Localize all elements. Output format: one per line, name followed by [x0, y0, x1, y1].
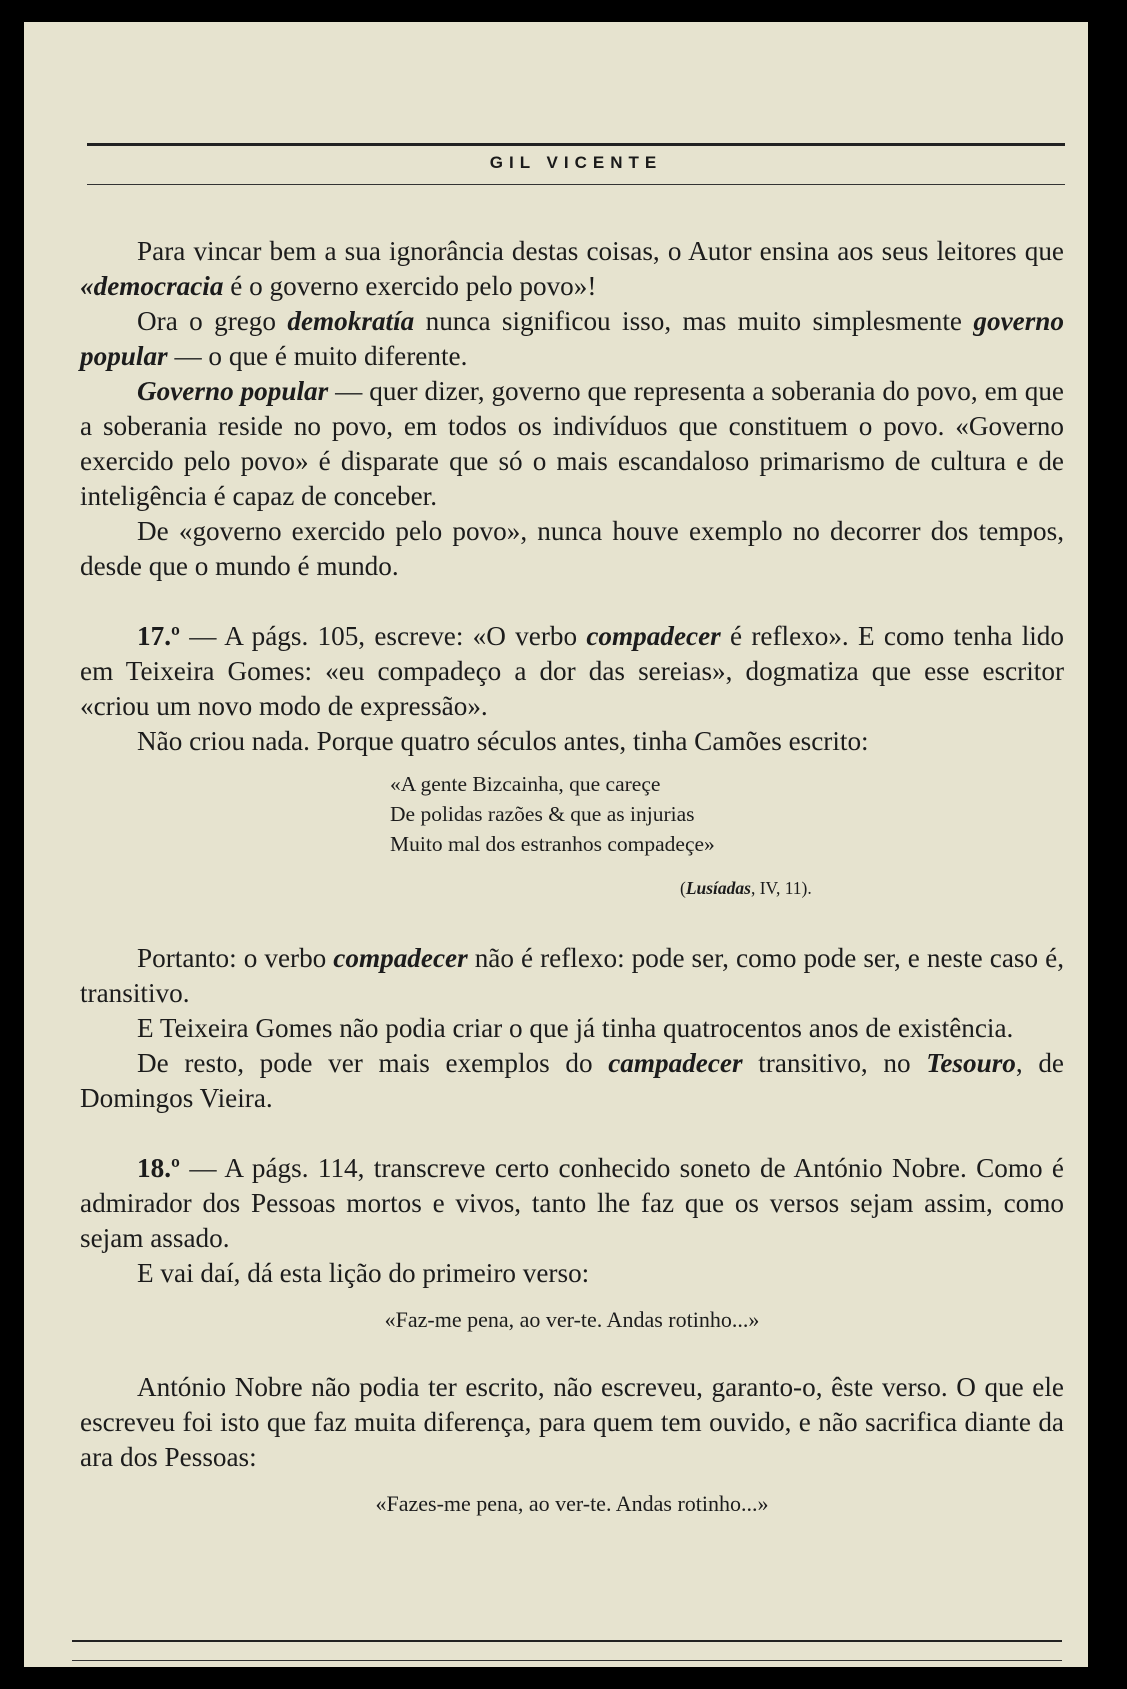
paragraph-9 — [80, 1046, 1064, 1116]
italic-term: governo popular — [80, 306, 1064, 371]
paragraph-4: De «governo exercido pelo povo», nunca houve exemplo no decorrer dos tempos, desde que o mundo é mundo. — [80, 516, 1064, 581]
spacer — [80, 1116, 1064, 1151]
running-header: GIL VICENTE — [489, 153, 663, 172]
header-rule-top — [87, 143, 1065, 146]
footer-rule-bottom — [72, 1660, 1062, 1661]
verse-line: «A gente Bizcainha, que careçe — [390, 772, 661, 796]
text-span: é o governo exercido pelo povo»! — [223, 271, 597, 301]
paragraph-10 — [80, 1151, 1064, 1256]
text-span: nunca significou isso, mas muito simplesmente — [414, 306, 974, 336]
text-span: Ora o grego — [137, 306, 288, 336]
text-span: — o que é muito diferente. — [167, 341, 468, 371]
text-span: Portanto: o verbo — [137, 943, 334, 973]
paragraph-1 — [80, 234, 1064, 304]
paragraph-5 — [80, 619, 1064, 724]
spacer — [80, 584, 1064, 619]
italic-term: Governo popular — [137, 376, 329, 406]
italic-term: compadecer — [586, 621, 721, 651]
verse-line: De polidas razões & que as injurias — [390, 802, 695, 826]
item-number: 18.º — [137, 1153, 180, 1183]
text-span: não é reflexo: pode ser, como pode ser, e neste caso é, transitivo. — [80, 943, 1064, 1008]
verse-quote-original: «Fazes-me pena, ao ver-te. Andas rotinho...» — [375, 1491, 769, 1516]
text-span: , IV, 11). — [750, 878, 812, 898]
text-span: — quer dizer, governo que representa a soberania do povo, em que a soberania reside no povo, em todos os indivíduos que constituem o povo. «Governo exercido pelo povo» é disparate que só o mais escandaloso primarismo de cultura e de inteligência é capaz de conceber. — [80, 376, 1064, 511]
paragraph-3 — [80, 374, 1064, 514]
verse-quote-misquoted: «Faz-me pena, ao ver-te. Andas rotinho...» — [384, 1307, 760, 1332]
text-span: transitivo, no — [742, 1048, 927, 1078]
italic-term: campadecer — [608, 1048, 743, 1078]
paragraph-11: E vai daí, dá esta lição do primeiro verso: — [137, 1258, 590, 1288]
paragraph-7 — [80, 941, 1064, 1011]
item-number: 17.º — [137, 621, 180, 651]
verse-quote-camoes — [390, 769, 1064, 859]
text-span: — A págs. 105, escreve: «O verbo — [179, 621, 587, 651]
verse-line: Muito mal dos estranhos compadeçe» — [390, 832, 715, 856]
quote-source — [680, 871, 1064, 906]
paragraph-12: António Nobre não podia ter escrito, não escreveu, garanto-o, êste verso. O que ele escreveu foi isto que faz muita diferença, para quem tem ouvido, e não sacrifica diante da ara dos Pessoas: — [80, 1372, 1064, 1472]
italic-term: demokratía — [287, 306, 415, 336]
text-span: ( — [680, 878, 686, 898]
italic-term: Tesouro — [926, 1048, 1016, 1078]
paragraph-6: Não criou nada. Porque quatro séculos antes, tinha Camões escrito: — [137, 726, 869, 756]
paragraph-8: E Teixeira Gomes não podia criar o que já tinha quatrocentos anos de existência. — [137, 1013, 1014, 1043]
italic-term: compadecer — [333, 943, 468, 973]
spacer — [80, 906, 1064, 941]
text-span: , de Domingos Vieira. — [80, 1048, 1064, 1113]
text-span: — A págs. 114, transcreve certo conhecido soneto de António Nobre. Como é admirador dos Pessoas mortos e vivos, tanto lhe faz que os versos sejam assim, como sejam assado. — [80, 1153, 1064, 1253]
italic-term: «democracia — [80, 271, 224, 301]
header-rule-bottom — [87, 184, 1065, 185]
text-span: De resto, pode ver mais exemplos do — [137, 1048, 609, 1078]
paragraph-2 — [80, 304, 1064, 374]
italic-term: Lusíadas — [685, 878, 751, 898]
text-span: Para vincar bem a sua ignorância destas coisas, o Autor ensina aos seus leitores que — [137, 236, 1064, 266]
page-sheet — [24, 22, 1088, 1667]
footer-rule-top — [72, 1640, 1062, 1642]
text-span: é reflexo». E como tenha lido em Teixeira Gomes: «eu compadeço a dor das sereias», dogmatiza que esse escritor «criou um novo modo de expressão». — [80, 621, 1064, 721]
page-body — [80, 234, 1064, 1519]
spacer — [80, 1335, 1064, 1370]
